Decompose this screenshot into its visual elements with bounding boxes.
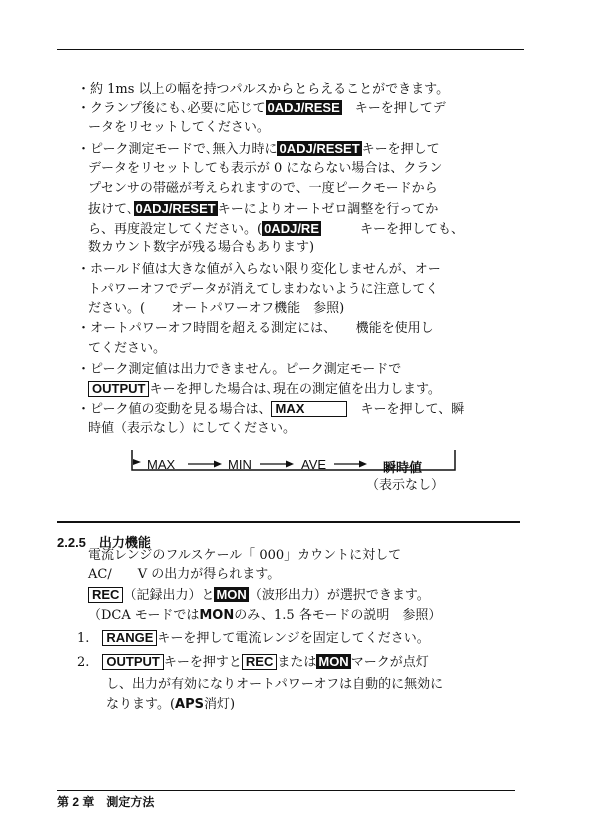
flow-max: MAX: [147, 457, 176, 472]
bullet-2: ・クランプ後にも､必要に応じて 0ADJ/RESE キーを押してデ: [77, 100, 446, 116]
key-0adj-reset: 0ADJ/RESE: [267, 100, 340, 115]
bullet-5: ・オートパワーオフ時間を超える測定には、 機能を使用し: [77, 321, 434, 336]
bullet-4: ・ホールド値は大きな値が入らない限り変化しませんが、オー: [77, 262, 441, 277]
step-2-l3: なります。(APS消灯): [106, 697, 236, 712]
key-mon: MON: [216, 587, 247, 602]
bullet-7-l2: 時値（表示なし）にしてください。: [88, 421, 297, 436]
footer-rule: [57, 790, 515, 791]
section-p3: REC （記録出力）と MON （波形出力）が選択できます。: [88, 587, 430, 603]
bullet-6-l2: OUTPUT キーを押した場合は､現在の測定値を出力します。: [88, 381, 441, 397]
flow-min: MIN: [228, 457, 252, 472]
bullet-6: ・ピーク測定値は出力できません。ピーク測定モードで: [77, 362, 402, 377]
bullet-4-l3: ださい。( オートパワーオフ機能 参照): [88, 301, 345, 316]
key-0adj-reset: 0ADJ/RESET: [135, 201, 216, 216]
bullet-4-l2: トパワーオフでデータが消えてしまわないように注意してく: [88, 282, 439, 297]
key-output: OUTPUT: [88, 381, 149, 397]
flow-instant-note: （表示なし）: [366, 478, 445, 493]
bullet-3-l5: ら、再度設定してください。( 0ADJ/RE キーを押しても、: [88, 221, 465, 237]
key-rec: REC: [242, 654, 277, 670]
bullet-3: ・ピーク測定モードで､無入力時に 0ADJ/RESET キーを押して: [77, 141, 440, 157]
top-rule: [57, 49, 524, 50]
key-rec: REC: [88, 587, 123, 603]
bullet-1: ・約 1ms 以上の幅を持つパルスからとらえることができます。: [77, 82, 450, 97]
bullet-3-l4: 抜けて､ 0ADJ/RESET キーによりオートゼロ調整を行ってか: [88, 201, 439, 217]
key-output: OUTPUT: [102, 654, 163, 670]
section-p2: AC/ V の出力が得られます。: [88, 567, 281, 582]
section-p1: 電流レンジのフルスケール「 000」カウントに対して: [88, 548, 402, 563]
key-max: MAX: [271, 401, 347, 417]
section-heading: 2.2.5 出力機能: [57, 535, 151, 550]
step-2: 2. OUTPUT キーを押すと REC または MON マークが点灯: [77, 654, 429, 670]
bullet-7: ・ピーク値の変動を見る場合は、 MAX キーを押して、瞬: [77, 401, 465, 417]
section-rule: [57, 521, 520, 523]
mode-cycle-diagram: [131, 448, 456, 475]
key-range: RANGE: [102, 630, 157, 646]
bullet-3-l2: データをリセットしても表示が 0 にならない場合は、クラン: [88, 161, 443, 176]
key-mon: MON: [318, 654, 349, 669]
footer-chapter: 第 2 章 測定方法: [57, 795, 155, 809]
bullet-2-cont: ータをリセットしてください。: [88, 120, 270, 135]
bullet-5-l2: てください。: [88, 341, 167, 356]
flow-ave: AVE: [301, 457, 327, 472]
step-1: 1. RANGE キーを押して電流レンジを固定してください。: [77, 630, 430, 646]
bullet-3-l3: プセンサの帯磁が考えられますので、一度ピークモードから: [88, 181, 438, 196]
key-0adj-reset: 0ADJ/RESET: [279, 141, 360, 156]
flow-instant: 瞬時値: [383, 460, 423, 475]
section-p4: （DCA モードではMONのみ、1.5 各モードの説明 参照）: [88, 608, 442, 623]
step-2-l2: し、出力が有効になりオートパワーオフは自動的に無効に: [106, 677, 444, 692]
key-0adj-reset: 0ADJ/RE: [264, 221, 319, 236]
bullet-3-l6: 数カウント数字が残る場合もあります): [88, 240, 315, 255]
